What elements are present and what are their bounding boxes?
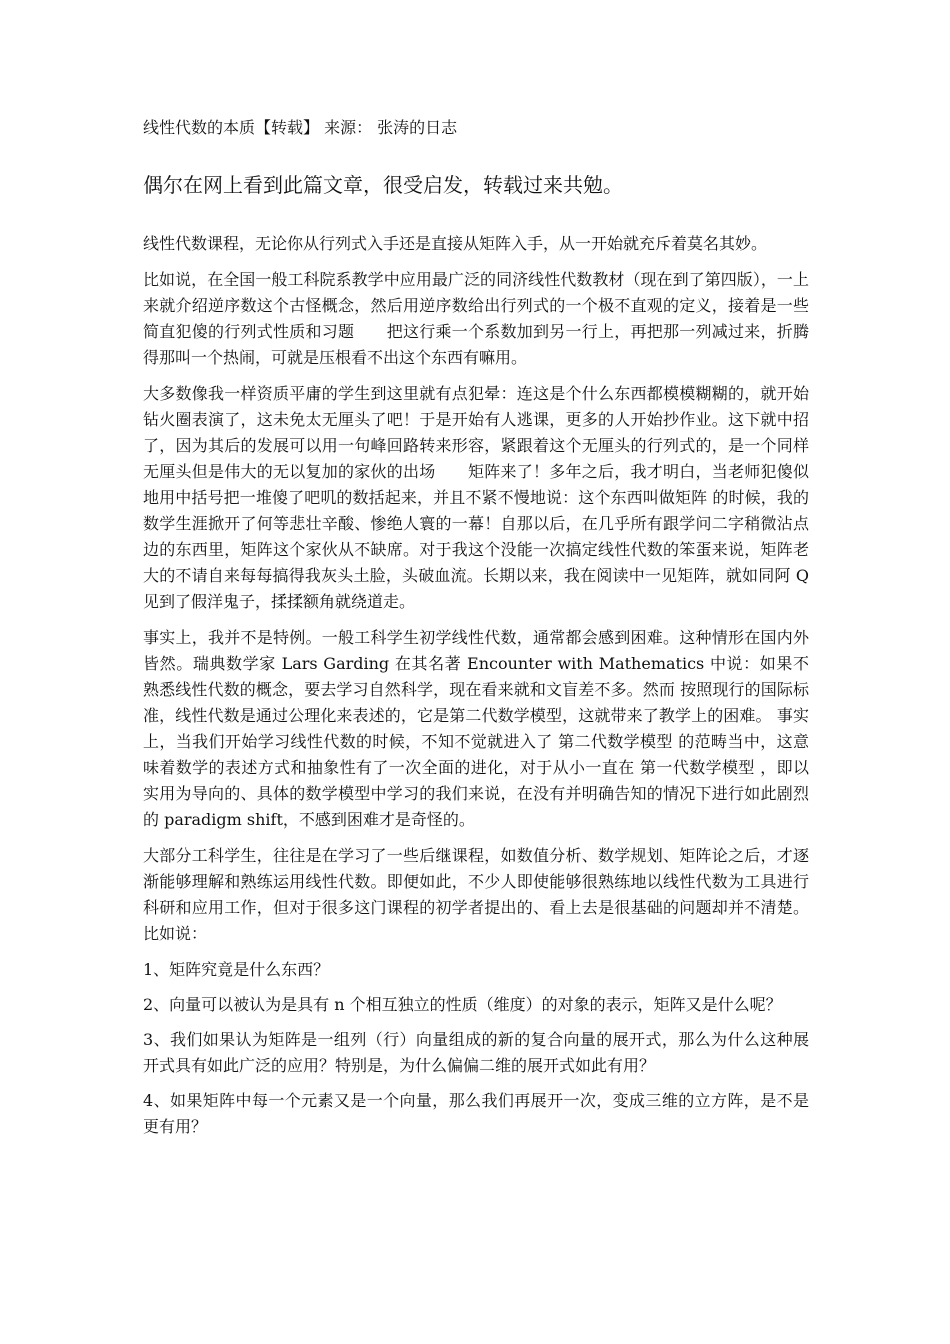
document-title: 线性代数的本质【转载】 来源： 张涛的日志 <box>143 118 458 137</box>
question-item: 3、我们如果认为矩阵是一组列（行）向量组成的新的复合向量的展开式，那么为什么这种展开式具有如此广泛的应用？特别是，为什么偏偏二维的展开式如此有用？ <box>143 1030 809 1075</box>
document-body <box>143 231 809 1149</box>
question-item: 4、如果矩阵中每一个元素又是一个向量，那么我们再展开一次，变成三维的立方阵，是不是更有用？ <box>143 1091 809 1136</box>
paragraph: 比如说，在全国一般工科院系教学中应用最广泛的同济线性代数教材（现在到了第四版），一上来就介绍逆序数这个古怪概念，然后用逆序数给出行列式的一个极不直观的定义，接着是一些简直犯傻的行列式性质和习题 把这行乘一个系数加到另一行上，再把那一列减过来，折腾得那叫一个热闹，可就是压根看不出这个东西有嘛用。 <box>143 270 809 367</box>
paragraph: 大部分工科学生，往往是在学习了一些后继课程，如数值分析、数学规划、矩阵论之后，才逐渐能够理解和熟练运用线性代数。即便如此，不少人即使能够很熟练地以线性代数为工具进行科研和应用工作，但对于很多这门课程的初学者提出的、看上去是很基础的问题却并不清楚。比如说： <box>143 846 809 943</box>
paragraph: 线性代数课程，无论你从行列式入手还是直接从矩阵入手，从一开始就充斥着莫名其妙。 <box>143 234 768 253</box>
question-item: 1、矩阵究竟是什么东西？ <box>143 960 330 979</box>
paragraph: 大多数像我一样资质平庸的学生到这里就有点犯晕：连这是个什么东西都模模糊糊的，就开始钻火圈表演了，这未免太无厘头了吧！于是开始有人逃课，更多的人开始抄作业。这下就中招了，因为其后的发展可以用一句峰回路转来形容，紧跟着这个无厘头的行列式的，是一个同样无厘头但是伟大的无以复加的家伙的出场 矩阵来了！多年之后，我才明白，当老师犯傻似地用中括号把一堆傻了吧叽的数括起来，并且不紧不慢地说：这个东西叫做矩阵 的时候，我的数学生涯掀开了何等悲壮辛酸、惨绝人寰的一幕！自那以后，在几乎所有跟学问二字稍微沾点边的东西里，矩阵这个家伙从不缺席。对于我这个没能一次搞定线性代数的笨蛋来说，矩阵老大的不请自来每每搞得我灰头土脸，头破血流。长期以来，我在阅读中一见矩阵，就如同阿 Q 见到了假洋鬼子，揉揉额角就绕道走。 <box>143 384 809 611</box>
intro-line: 偶尔在网上看到此篇文章，很受启发，转载过来共勉。 <box>143 173 623 197</box>
question-item: 2、向量可以被认为是具有 n 个相互独立的性质（维度）的对象的表示，矩阵又是什么呢？ <box>143 995 782 1014</box>
paragraph: 事实上，我并不是特例。一般工科学生初学线性代数，通常都会感到困难。这种情形在国内外皆然。瑞典数学家 Lars Garding 在其名著 Encounter with Mathematics 中说：如果不熟悉线性代数的概念，要去学习自然科学，现在看来就和文盲差不多。然而 按照现行的国际标准，线性代数是通过公理化来表述的，它是第二代数学模型，这就带来了教学上的困难。 事实上，当我们开始学习线性代数的时候，不知不觉就进入了 第二代数学模型 的范畴当中，这意味着数学的表述方式和抽象性有了一次全面的进化，对于从小一直在 第一代数学模型 ，即以实用为导向的、具体的数学模型中学习的我们来说，在没有并明确告知的情况下进行如此剧烈的 paradigm shift，不感到困难才是奇怪的。 <box>143 628 809 829</box>
